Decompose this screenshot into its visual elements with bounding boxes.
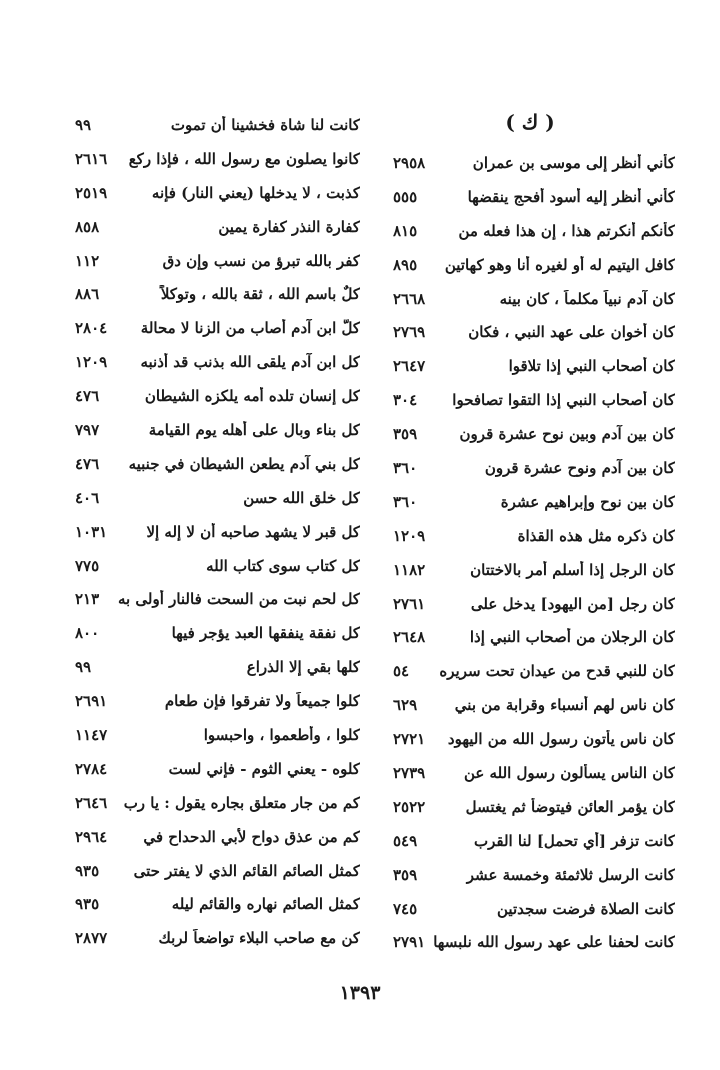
- entry-text: كان ناس لهم أنسباء وقرابة من بني: [454, 696, 675, 715]
- entry-reference-number: ٣٦٠: [393, 492, 418, 511]
- entry-reference-number: ٥٤: [393, 662, 410, 681]
- entry-reference-number: ٢٦٩١: [75, 692, 108, 711]
- index-entry: [75, 345, 360, 379]
- entry-text: كان أصحاب النبي إذا تلاقوا: [508, 357, 675, 376]
- entry-text: كانت لحفنا على عهد رسول الله نلبسها: [433, 933, 675, 952]
- index-entry: [393, 824, 675, 858]
- index-entry: [75, 413, 360, 447]
- entry-reference-number: ٨٥٨: [75, 217, 100, 236]
- index-entry: [393, 248, 675, 282]
- entry-text: كانت الرسل ثلاثمئة وخمسة عشر: [466, 865, 675, 884]
- entry-text: كفارة النذر كفارة يمين: [218, 217, 360, 236]
- entry-reference-number: ١١٨٢: [393, 560, 426, 579]
- entry-reference-number: ٢٧٢١: [393, 730, 426, 749]
- index-entry: [75, 142, 360, 176]
- entry-reference-number: ٢٧٨٤: [75, 759, 108, 778]
- entry-text: كلٌ باسم الله ، ثقة بالله ، وتوكلاً: [160, 285, 360, 304]
- entry-reference-number: ٢٨٠٤: [75, 319, 108, 338]
- entry-text: كلُّ ابن آدم أصاب من الزنا لا محالة: [140, 319, 360, 338]
- index-entry: [393, 519, 675, 553]
- index-entry: [393, 587, 675, 621]
- entry-reference-number: ٣٠٤: [393, 391, 418, 410]
- index-entry: [75, 108, 360, 142]
- entry-text: كل بناء وبال على أهله يوم القيامة: [148, 420, 360, 439]
- index-entry: [393, 214, 675, 248]
- entry-reference-number: ٧٩٧: [75, 420, 100, 439]
- index-entry: [75, 515, 360, 549]
- entry-text: كذبت ، لا يدخلها (يعني النار) فإنه: [151, 183, 360, 202]
- entry-text: كأني أنظر إليه أسود أفحج ينقضها: [467, 187, 675, 206]
- entry-reference-number: ٢٧٦١: [393, 594, 426, 613]
- entry-text: كان للنبي قدح من عيدان تحت سريره: [439, 662, 675, 681]
- entry-text: كلوا ، وأطعموا ، واحبسوا: [203, 725, 360, 744]
- entry-reference-number: ٧٧٥: [75, 556, 100, 575]
- index-entry: [75, 684, 360, 718]
- entry-text: كل خلق الله حسن: [243, 488, 360, 507]
- entry-reference-number: ٢١٣: [75, 590, 100, 609]
- index-entry: [75, 650, 360, 684]
- entry-text: كان يؤمر العائن فيتوضأ ثم يغتسل: [465, 797, 675, 816]
- entry-text: كان أخوان على عهد النبي ، فكان: [468, 323, 675, 342]
- entry-text: كل قبر لا يشهد صاحبه أن لا إله إلا: [146, 522, 360, 541]
- index-entry: [75, 549, 360, 583]
- entry-text: كن مع صاحب البلاء تواضعاً لربك: [158, 929, 360, 948]
- entry-reference-number: ٤٠٦: [75, 488, 100, 507]
- entry-reference-number: ٨٨٦: [75, 285, 100, 304]
- entry-reference-number: ٩٣٥: [75, 861, 100, 880]
- entry-text: كفر بالله تبرؤ من نسب وإن دق: [162, 251, 360, 270]
- entry-text: كلوه - يعني الثوم - فإني لست: [168, 759, 360, 778]
- right-index-column: [393, 146, 675, 959]
- index-entry: [393, 925, 675, 959]
- page-number: ١٣٩٣: [339, 982, 381, 1004]
- entry-text: كأنكم أنكرتم هذا ، إن هذا فعله من: [458, 221, 675, 240]
- entry-reference-number: ٨٩٥: [393, 255, 418, 274]
- index-entry: [75, 887, 360, 921]
- entry-text: كانوا يصلون مع رسول الله ، فإذا ركع: [128, 149, 360, 168]
- entry-text: كل نفقة ينفقها العبد يؤجر فيها: [171, 624, 360, 643]
- entry-reference-number: ١٢٠٩: [393, 526, 426, 545]
- entry-text: كلها بقي إلا الذراع: [246, 658, 360, 677]
- entry-reference-number: ٢٩٦٤: [75, 827, 108, 846]
- index-entry: [75, 244, 360, 278]
- entry-text: كمثل الصائم نهاره والقائم ليله: [171, 895, 360, 914]
- entry-text: كان الرجلان من أصحاب النبي إذا: [469, 628, 675, 647]
- entry-text: كم من جار متعلق بجاره يقول : يا رب: [123, 793, 360, 812]
- index-entry: [393, 756, 675, 790]
- entry-text: كافل اليتيم له أو لغيره أنا وهو كهاتين: [444, 255, 675, 274]
- index-entry: [75, 786, 360, 820]
- entry-text: كم من عذق دواح لأبي الدحداح في: [143, 827, 360, 846]
- index-entry: [393, 688, 675, 722]
- index-entry: [75, 820, 360, 854]
- entry-text: كان ناس يأتون رسول الله من اليهود: [447, 730, 675, 749]
- entry-reference-number: ١١٤٧: [75, 725, 108, 744]
- entry-reference-number: ٣٥٩: [393, 865, 418, 884]
- entry-reference-number: ٩٩: [75, 115, 92, 134]
- index-entry: [393, 553, 675, 587]
- index-entry: [393, 722, 675, 756]
- index-entry: [393, 620, 675, 654]
- entry-reference-number: ١١٢: [75, 251, 100, 270]
- entry-reference-number: ٢٧٦٩: [393, 323, 426, 342]
- entry-text: كانت الصلاة فرضت سجدتين: [497, 899, 675, 918]
- index-entry: [393, 349, 675, 383]
- left-index-column: [75, 108, 360, 955]
- index-entry: [75, 481, 360, 515]
- entry-text: كلوا جميعاً ولا تفرقوا فإن طعام: [164, 692, 360, 711]
- index-entry: [75, 176, 360, 210]
- entry-reference-number: ٧٤٥: [393, 899, 418, 918]
- index-entry: [393, 654, 675, 688]
- entry-text: كل بني آدم يطعن الشيطان في جنبيه: [128, 454, 360, 473]
- entry-reference-number: ٨١٥: [393, 221, 418, 240]
- section-letter-heading: ( ك ): [505, 110, 555, 134]
- entry-text: كانت لنا شاة فخشينا أن تموت: [170, 115, 360, 134]
- entry-text: كان ذكره مثل هذه القذاة: [517, 526, 675, 545]
- index-entry: [393, 146, 675, 180]
- index-entry: [75, 752, 360, 786]
- entry-reference-number: ٩٩: [75, 658, 92, 677]
- entry-reference-number: ٤٧٦: [75, 387, 100, 406]
- entry-text: كانت تزفر [أي تحمل] لنا القرب: [473, 831, 675, 850]
- index-entry: [75, 582, 360, 616]
- index-entry: [75, 379, 360, 413]
- index-entry: [75, 311, 360, 345]
- entry-reference-number: ٣٥٩: [393, 425, 418, 444]
- entry-reference-number: ٢٨٧٧: [75, 929, 108, 948]
- entry-reference-number: ٦٢٩: [393, 696, 418, 715]
- entry-text: كان بين نوح وإبراهيم عشرة: [500, 492, 675, 511]
- entry-reference-number: ٢٦٤٦: [75, 793, 108, 812]
- index-entry: [75, 718, 360, 752]
- entry-reference-number: ٢٧٩١: [393, 933, 426, 952]
- index-entry: [393, 892, 675, 926]
- index-entry: [393, 790, 675, 824]
- index-entry: [393, 417, 675, 451]
- entry-reference-number: ٢٧٣٩: [393, 763, 426, 782]
- index-entry: [393, 282, 675, 316]
- index-entry: [393, 315, 675, 349]
- index-entry: [393, 858, 675, 892]
- entry-reference-number: ٤٧٦: [75, 454, 100, 473]
- index-entry: [75, 616, 360, 650]
- entry-text: كل إنسان تلده أمه يلكزه الشيطان: [144, 387, 360, 406]
- entry-reference-number: ٢٦٦٨: [393, 289, 426, 308]
- entry-reference-number: ١٢٠٩: [75, 353, 108, 372]
- entry-reference-number: ٢٦١٦: [75, 149, 108, 168]
- entry-reference-number: ١٠٣١: [75, 522, 108, 541]
- entry-text: كل لحم نبت من السحت فالنار أولى به: [117, 590, 360, 609]
- entry-text: كان بين آدم ونوح عشرة قرون: [484, 458, 675, 477]
- entry-text: كان آدم نبياً مكلماً ، كان بينه: [499, 289, 675, 308]
- index-entry: [393, 383, 675, 417]
- entry-reference-number: ٥٥٥: [393, 187, 418, 206]
- index-entry: [393, 485, 675, 519]
- entry-text: كل كتاب سوى كتاب الله: [206, 556, 360, 575]
- entry-reference-number: ٢٦٤٨: [393, 628, 426, 647]
- index-entry: [75, 854, 360, 888]
- entry-text: كمثل الصائم القائم الذي لا يفتر حتى: [133, 861, 360, 880]
- entry-reference-number: ٥٤٩: [393, 831, 418, 850]
- index-entry: [75, 921, 360, 955]
- index-entry: [75, 447, 360, 481]
- entry-text: كان الناس يسألون رسول الله عن: [463, 763, 675, 782]
- entry-text: كان أصحاب النبي إذا التقوا تصافحوا: [452, 391, 675, 410]
- entry-text: كان بين آدم وبين نوح عشرة قرون: [459, 425, 675, 444]
- entry-reference-number: ٢٥١٩: [75, 183, 108, 202]
- index-entry: [393, 180, 675, 214]
- entry-reference-number: ٣٦٠: [393, 458, 418, 477]
- entry-reference-number: ٢٦٤٧: [393, 357, 426, 376]
- entry-text: كان رجل [من اليهود] يدخل على: [470, 594, 675, 613]
- index-entry: [75, 277, 360, 311]
- entry-reference-number: ٢٩٥٨: [393, 153, 426, 172]
- index-entry: [393, 451, 675, 485]
- entry-text: كان الرجل إذا أسلم أمر بالاختتان: [470, 560, 675, 579]
- index-entry: [75, 210, 360, 244]
- entry-reference-number: ٩٣٥: [75, 895, 100, 914]
- entry-reference-number: ٨٠٠: [75, 624, 100, 643]
- entry-text: كأني أنظر إلى موسى بن عمران: [472, 153, 675, 172]
- entry-reference-number: ٢٥٢٢: [393, 797, 426, 816]
- entry-text: كل ابن آدم يلقى الله بذنب قد أذنبه: [140, 353, 360, 372]
